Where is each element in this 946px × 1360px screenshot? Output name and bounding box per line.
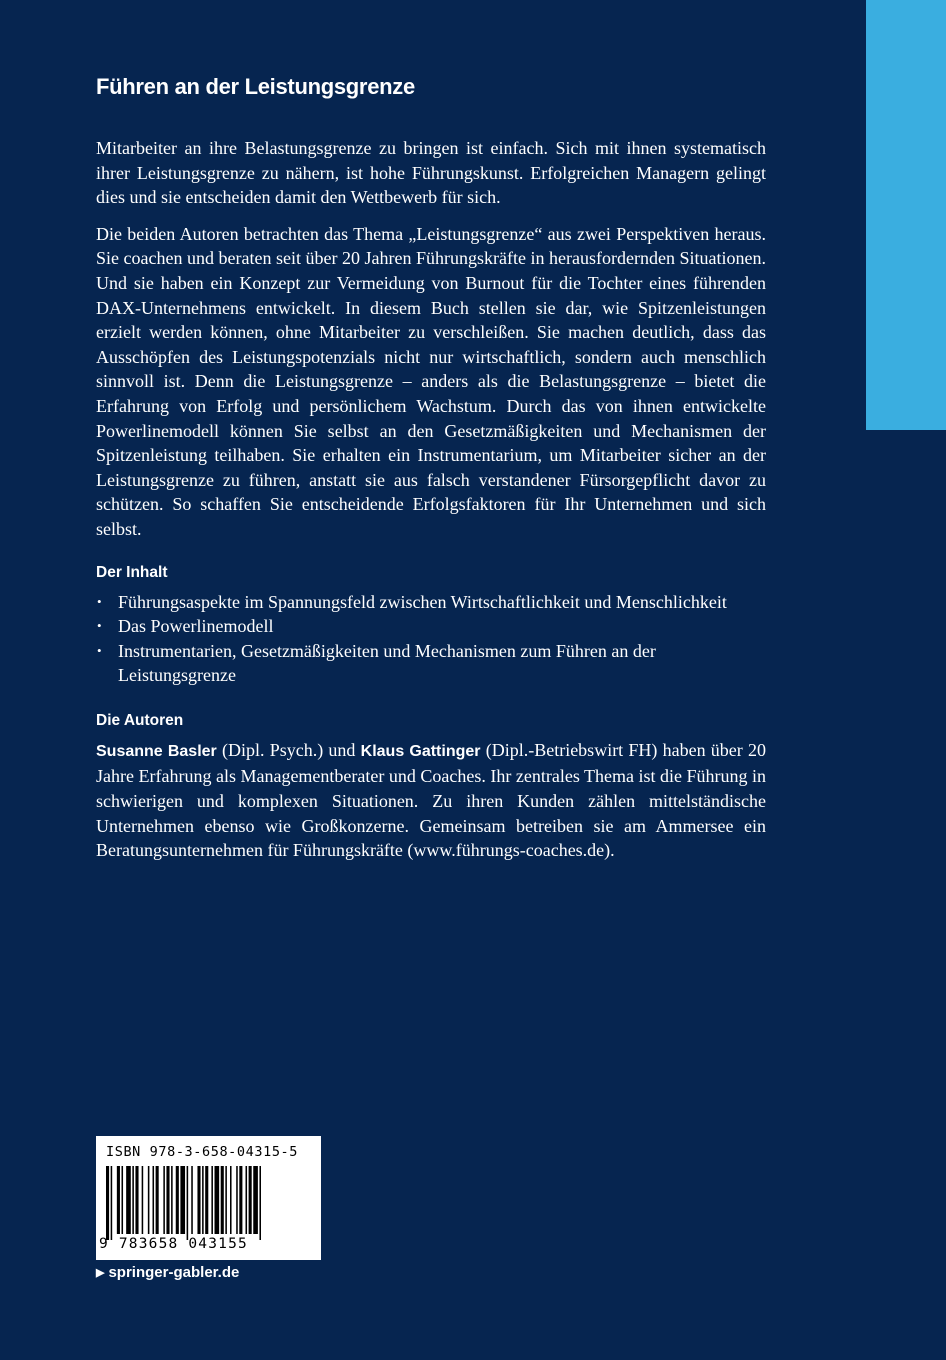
publisher-url: springer-gabler.de: [108, 1264, 240, 1281]
authors-paragraph: [96, 738, 766, 863]
bullet-icon: •: [97, 593, 102, 609]
bullet-icon: •: [97, 642, 102, 658]
author-name-1: Susanne Basler: [96, 742, 217, 760]
isbn-label: ISBN 978-3-658-04315-5: [106, 1144, 299, 1160]
book-title: Führen an der Leistungsgrenze: [96, 74, 415, 99]
authors-heading: Die Autoren: [96, 711, 184, 729]
publisher-link[interactable]: [96, 1264, 239, 1281]
list-item: • Führungsaspekte im Spannungsfeld zwischen Wirtschaftlichkeit und Menschlichkeit: [96, 590, 766, 615]
triangle-right-icon: ▶: [96, 1267, 105, 1279]
accent-bar: [866, 0, 946, 430]
author1-title: (Dipl. Psych.) und: [216, 739, 361, 760]
list-item: • Instrumentarien, Gesetzmäßigkeiten und Mechanismen zum Führen an der Leistungsgrenze: [97, 640, 656, 686]
author-name-2: Klaus Gattinger: [360, 742, 481, 760]
isbn-digits: 9 783658 043155: [99, 1236, 248, 1252]
barcode-icon: [106, 1166, 312, 1240]
blurb-paragraph-1: Mitarbeiter an ihre Belastungsgrenze zu bringen ist einfach. Sich mit ihnen systematisch ihrer Leistungsgrenze zu nähern, ist hohe Führungskunst. Erfolgreichen Managern gelingt dies und sie entscheiden damit den Wettbewerb für sich.: [96, 138, 766, 208]
isbn-barcode-box: [96, 1136, 321, 1260]
blurb-paragraph-2: Die beiden Autoren betrachten das Thema „Leistungsgrenze“ aus zwei Perspektiven heraus. Sie coachen und beraten seit über 20 Jahren Führungskräfte in herausfordernden Situationen. Und sie haben ein Konzept zur Vermeidung von Burnout für die Tochter eines führenden DAX-Unternehmens entwickelt. In diesem Buch stellen sie dar, wie Spitzenleistungen erzielt werden können, ohne Mitarbeiter zu verschleißen. Sie machen deutlich, dass das Ausschöpfen des Leistungspotenzials nicht nur wirtschaftlich, sondern auch menschlich sinnvoll ist. Denn die Leistungsgrenze – anders als die Belastungsgrenze – bietet die Erfahrung von Erfolg und persönlichem Wachstum. Durch das von ihnen entwickelte Powerlinemodell können Sie selbst an den Gesetzmäßigkeiten und Mechanismen der Spitzenleistung teilhaben. Sie erhalten ein Instrumentarium, um Mitarbeiter sicher an der Leistungsgrenze zu führen, anstatt sie aus falsch verstandener Fürsorgepflicht davor zu schützen. So schaffen Sie entscheidende Erfolgsfaktoren für Ihr Unternehmen und sich selbst.: [96, 223, 766, 539]
authors-bio: (Dipl.-Betriebswirt FH) haben über 20 Jahre Erfahrung als Managementberater und Coaches. Ihr zentrales Thema ist die Führung in schwierigen und komplexen Situationen. Zu ihren Kunden zählen mittelständische Unternehmen ebenso wie Großkonzerne. Gemeinsam betreiben sie am Ammersee ein Beratungsunternehmen für Führungskräfte (www.führungs-coaches.de).: [96, 739, 767, 861]
list-item: • Das Powerlinemodell: [96, 614, 766, 639]
contents-list: [96, 590, 766, 688]
bullet-icon: •: [97, 618, 102, 634]
contents-heading: Der Inhalt: [96, 563, 168, 581]
back-cover-text: [96, 72, 766, 875]
